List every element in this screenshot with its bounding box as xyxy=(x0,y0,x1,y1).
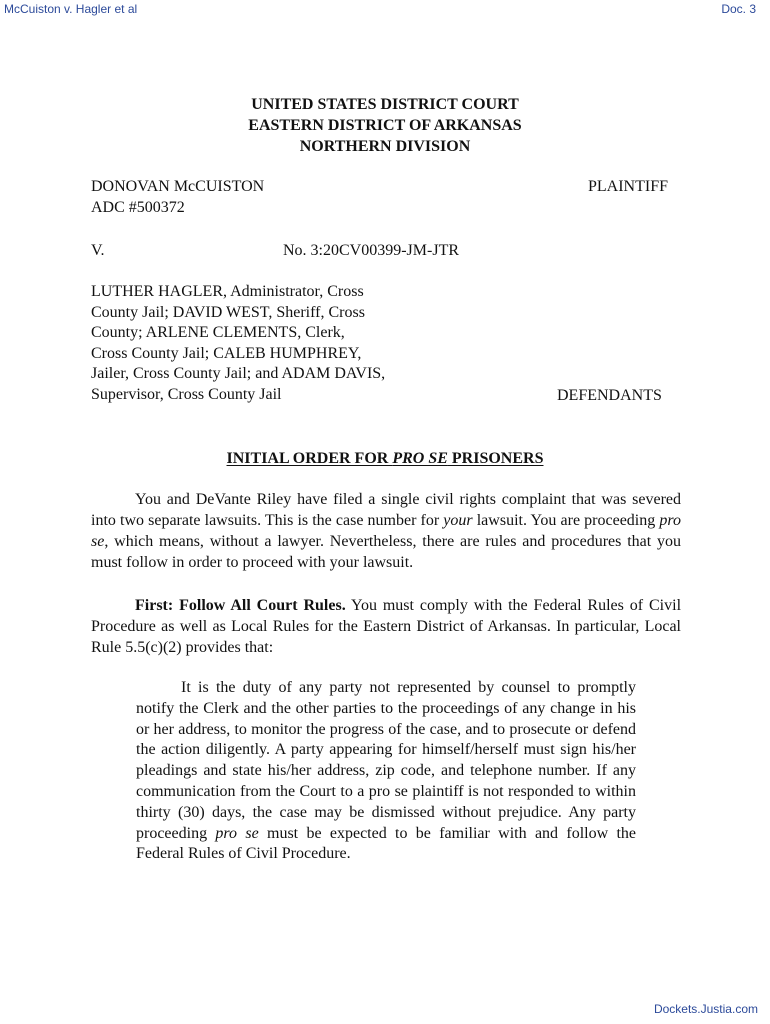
justia-footer-link[interactable]: Dockets.Justia.com xyxy=(653,1002,758,1016)
court-name: UNITED STATES DISTRICT COURT xyxy=(251,96,519,113)
quote-italic: pro se xyxy=(215,824,259,842)
defendants-line: Cross County Jail; CALEB HUMPHREY, xyxy=(91,344,362,362)
case-number: No. 3:20CV00399-JM-JTR xyxy=(283,242,460,259)
order-title xyxy=(0,448,770,469)
defendants-line: County Jail; DAVID WEST, Sheriff, Cross xyxy=(91,303,365,321)
paragraph-text: lawsuit. You are proceeding xyxy=(472,512,660,529)
section-heading: First: Follow All Court Rules. xyxy=(135,597,346,614)
defendants-label: DEFENDANTS xyxy=(557,387,662,404)
plaintiff-label: PLAINTIFF xyxy=(588,178,669,195)
defendants-line: Supervisor, Cross County Jail xyxy=(91,385,282,403)
paragraph-intro xyxy=(91,489,681,573)
district-name: EASTERN DISTRICT OF ARKANSAS xyxy=(248,117,522,134)
defendants-line: Jailer, Cross County Jail; and ADAM DAVIS, xyxy=(91,365,386,382)
order-title-suffix: PRISONERS xyxy=(447,450,544,467)
plaintiff-id: ADC #500372 xyxy=(91,198,185,216)
quote-text: must be expected to be familiar with and follow the Federal Rules of Civil Procedure. xyxy=(136,824,637,863)
plaintiff-name: DONOVAN McCUISTON xyxy=(91,178,265,195)
defendants-block xyxy=(91,282,385,405)
paragraph-italic: your xyxy=(443,512,473,529)
case-title-link[interactable]: McCuiston v. Hagler et al xyxy=(4,2,138,16)
paragraph-text: You and DeVante Riley have filed a single civil rights complaint that was severed into two separate lawsuits. This is the case number for xyxy=(91,491,681,529)
paragraph-text: You must comply with the Federal Rules of Civil Procedure as well as Local Rules for the Eastern District of Arkansas. In particular, Local Rule 5.5(c)(2) provides that: xyxy=(91,597,682,656)
paragraph-text: , which means, without a lawyer. Nevertheless, there are rules and procedures that you must follow in order to proceed with your lawsuit. xyxy=(91,533,681,571)
defendants-line: LUTHER HAGLER, Administrator, Cross xyxy=(91,283,364,300)
order-title-text xyxy=(227,450,544,467)
plaintiff-block xyxy=(91,177,264,218)
quote-text: It is the duty of any party not represented by counsel to promptly notify the Clerk and the other parties to the proceedings of any change in his or her address, to monitor the progress of the case, and to prosecute or defend the action diligently. A party appearing for himself/herself must sign his/her pleadings and state his/her address, zip code, and telephone number. If any communication from the Court to a pro se plaintiff is not responded to within thirty (30) days, the case may be dismissed without prejudice. Any party proceeding xyxy=(136,679,636,842)
court-heading xyxy=(0,94,770,157)
order-title-prefix: INITIAL ORDER FOR xyxy=(226,450,393,467)
doc-number-link[interactable]: Doc. 3 xyxy=(721,2,756,16)
order-title-italic: PRO SE xyxy=(392,450,448,467)
paragraph-italic: pro se xyxy=(91,512,682,550)
paragraph-court-rules xyxy=(91,595,681,658)
local-rule-quote xyxy=(136,678,636,865)
division-name: NORTHERN DIVISION xyxy=(299,138,471,155)
docket-header xyxy=(0,0,770,18)
defendants-line: County; ARLENE CLEMENTS, Clerk, xyxy=(91,324,345,341)
versus-label: V. xyxy=(91,242,105,259)
